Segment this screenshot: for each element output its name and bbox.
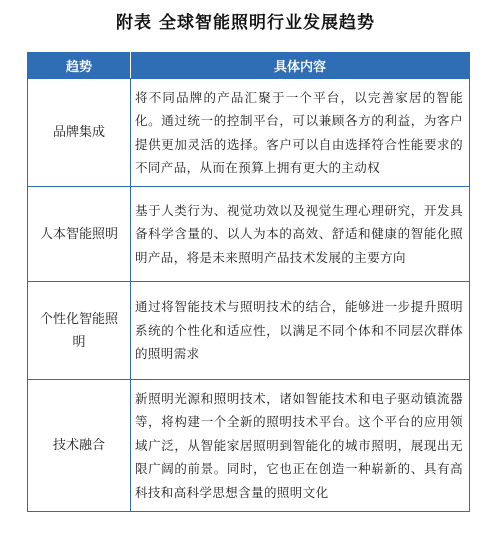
trend-cell: 品牌集成 xyxy=(28,79,131,187)
header-trend: 趋势 xyxy=(28,53,131,79)
content-cell: 通过将智能技术与照明技术的结合，能够进一步提升照明系统的个性化和适应性，以满足不同个体和不同层次群体的照明需求 xyxy=(131,282,470,380)
table-row xyxy=(28,380,470,512)
trend-cell: 人本智能照明 xyxy=(28,187,131,282)
table-row xyxy=(28,79,470,187)
content-cell: 新照明光源和照明技术，诸如智能技术和电子驱动镇流器等，将构建一个全新的照明技术平台。这个平台的应用领域广泛，从智能家居照明到智能化的城市照明，展现出无限广阔的前景。同时，它也正在创造一种崭新的、具有高科技和高科学思想含量的照明文化 xyxy=(131,380,470,512)
trend-cell: 个性化智能照明 xyxy=(28,282,131,380)
header-content: 具体内容 xyxy=(131,53,470,79)
trends-table xyxy=(27,52,470,512)
content-cell: 基于人类行为、视觉功效以及视觉生理心理研究，开发具备科学含量的、以人为本的高效、舒适和健康的智能化照明产品，将是未来照明产品技术发展的主要方向 xyxy=(131,187,470,282)
table-header-row xyxy=(28,53,470,79)
content-cell: 将不同品牌的产品汇聚于一个平台，以完善家居的智能化。通过统一的控制平台，可以兼顾各方的利益，为客户提供更加灵活的选择。客户可以自由选择符合性能要求的不同产品，从而在预算上拥有更大的主动权 xyxy=(131,79,470,187)
table-title: 附表 全球智能照明行业发展趋势 xyxy=(116,13,375,33)
table-row xyxy=(28,187,470,282)
table-row xyxy=(28,282,470,380)
trend-cell: 技术融合 xyxy=(28,380,131,512)
